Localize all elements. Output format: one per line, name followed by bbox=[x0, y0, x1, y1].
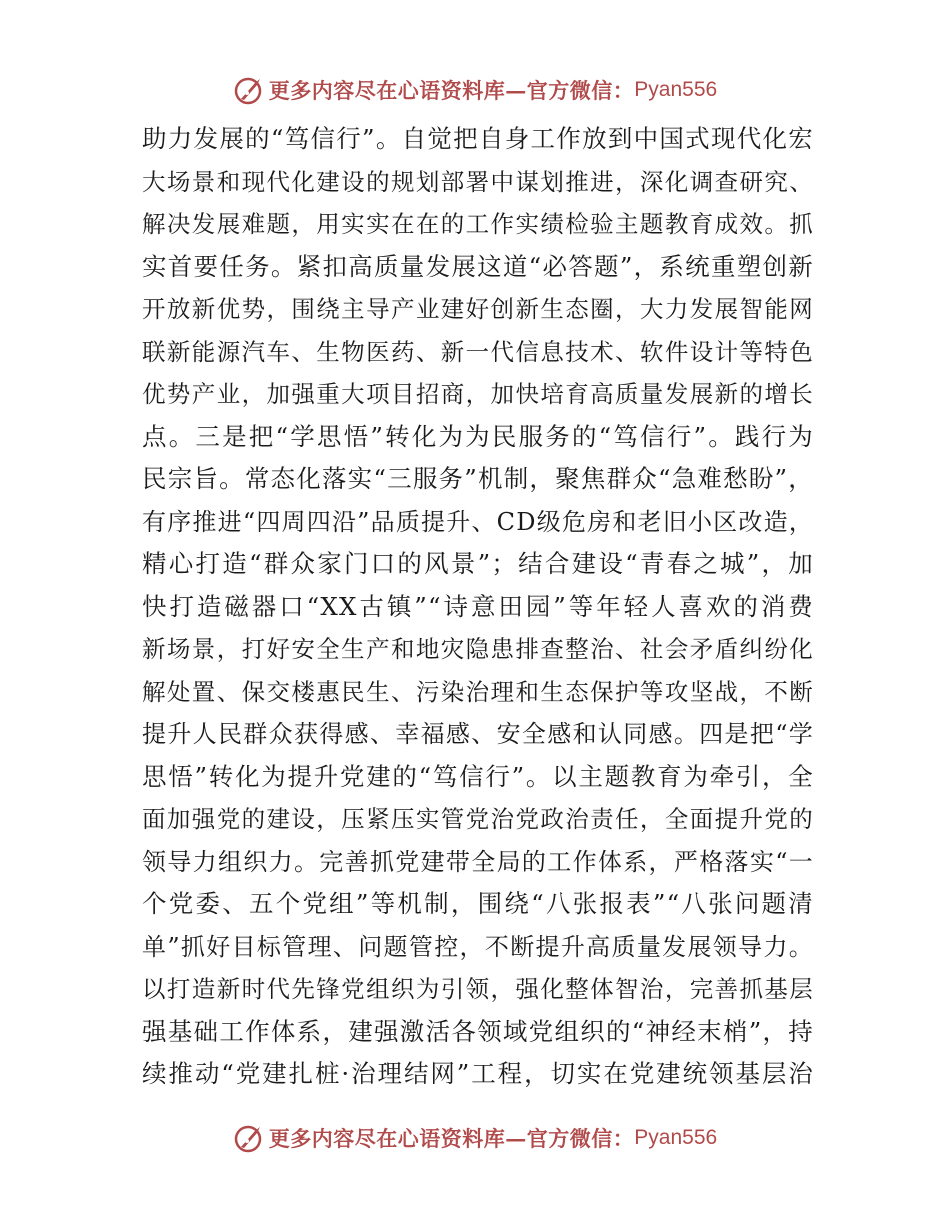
text-line: 民宗旨。常态化落实“三服务”机制，聚焦群众“急难愁盼”， bbox=[142, 464, 814, 493]
banner-text: 更多内容尽在心语资料库—官方微信： bbox=[268, 78, 635, 103]
wechat-id: Pyan556 bbox=[634, 78, 718, 101]
text-line: 解决发展难题，用实实在在的工作实绩检验主题教育成效。抓 bbox=[142, 210, 814, 238]
text-line: 面加强党的建设，压紧压实管党治党政治责任，全面提升党的 bbox=[142, 805, 814, 833]
text-line: 大场景和现代化建设的规划部署中谋划推进，深化调查研究、 bbox=[142, 167, 814, 196]
text-line: 点。三是把“学思悟”转化为为民服务的“笃信行”。践行为 bbox=[142, 421, 814, 451]
text-line: 新场景，打好安全生产和地灾隐患排查整治、社会矛盾纠纷化 bbox=[142, 635, 814, 663]
footer-banner bbox=[0, 1120, 950, 1156]
text-line: 联新能源汽车、生物医药、新一代信息技术、软件设计等特色 bbox=[142, 337, 814, 366]
text-line: 实首要任务。紧扣高质量发展这道“必答题”，系统重塑创新 bbox=[142, 251, 814, 281]
text-line: 单”抓好目标管理、问题管控，不断提升高质量发展领导力。 bbox=[142, 932, 814, 961]
text-line: 优势产业，加强重大项目招商，加快培育高质量发展新的增长 bbox=[142, 380, 814, 408]
text-line: 解处置、保交楼惠民生、污染治理和生态保护等攻坚战，不断 bbox=[142, 677, 814, 706]
document-body bbox=[142, 118, 814, 1096]
header-banner bbox=[0, 72, 950, 108]
pen-nib-icon bbox=[233, 73, 267, 107]
text-line: 思悟”转化为提升党建的“笃信行”。以主题教育为牵引，全 bbox=[142, 761, 814, 791]
text-line: 快打造磁器口“XX古镇”“诗意田园”等年轻人喜欢的消费 bbox=[142, 591, 814, 621]
banner-text: 更多内容尽在心语资料库—官方微信： bbox=[268, 1126, 635, 1151]
pen-nib-icon bbox=[233, 1121, 267, 1155]
text-line: 提升人民群众获得感、幸福感、安全感和认同感。四是把“学 bbox=[142, 720, 814, 748]
text-line: 强基础工作体系，建强激活各领域党组织的“神经末梢”，持 bbox=[142, 1016, 814, 1046]
text-line: 个党委、五个党组”等机制，围绕“八张报表”“八张问题清 bbox=[142, 889, 814, 918]
wechat-id: Pyan556 bbox=[634, 1126, 718, 1149]
text-line: 助力发展的“笃信行”。自觉把自身工作放到中国式现代化宏 bbox=[142, 124, 814, 153]
text-line: 开放新优势，围绕主导产业建好创新生态圈，大力发展智能网 bbox=[142, 295, 814, 323]
text-line: 续推动“党建扎桩·治理结网”工程，切实在党建统领基层治 bbox=[142, 1059, 814, 1088]
text-line: 有序推进“四周四沿”品质提升、CD级危房和老旧小区改造， bbox=[142, 507, 814, 536]
text-line: 精心打造“群众家门口的风景”；结合建设“青春之城”，加 bbox=[142, 549, 814, 578]
text-line: 领导力组织力。完善抓党建带全局的工作体系，严格落实“一 bbox=[142, 847, 814, 876]
text-line: 以打造新时代先锋党组织为引领，强化整体智治，完善抓基层 bbox=[142, 975, 814, 1003]
